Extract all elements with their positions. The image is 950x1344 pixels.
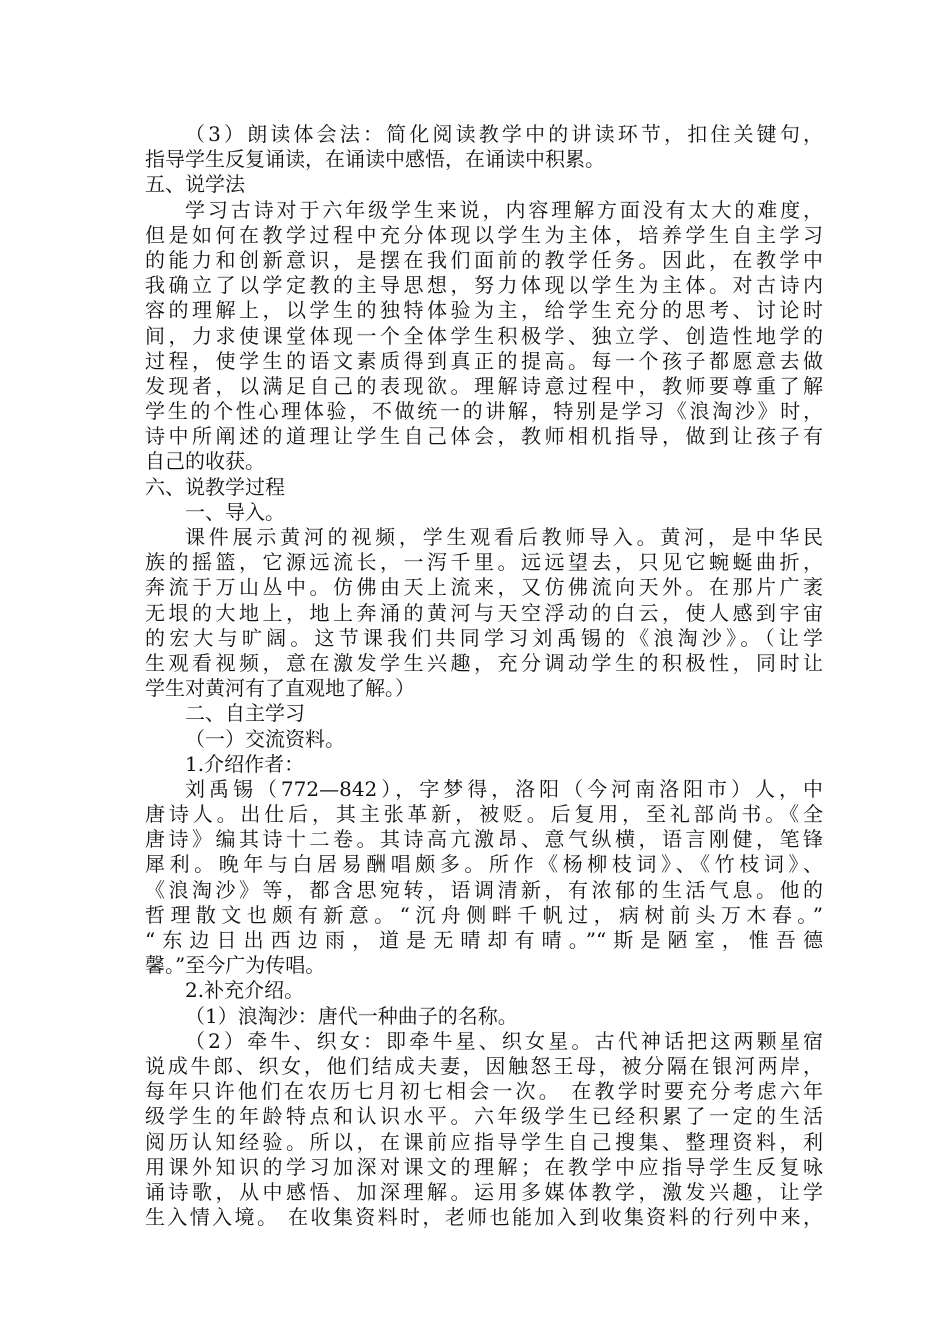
text-line: 族的摇篮，它源远流长，一泻千里。远远望去，只见它蜿蜒曲折，: [145, 550, 823, 575]
text-line: 用课外知识的学习加深对课文的理解；在教学中应指导学生反复咏: [145, 1154, 823, 1179]
text-line: （3）朗读体会法：简化阅读教学中的讲读环节，扣住关键句，: [185, 122, 823, 146]
text-line: 阅历认知经验。所以，在课前应指导学生自己搜集、整理资料，利: [145, 1129, 823, 1154]
text-line: （一）交流资料。: [185, 726, 345, 751]
text-line: 无垠的大地上，地上奔涌的黄河与天空浮动的白云，使人感到宇宙: [145, 600, 823, 625]
text-line: 奔流于万山丛中。仿佛由天上流来，又仿佛流向天外。在那片广袤: [145, 575, 823, 600]
text-line: 五、说学法: [145, 172, 245, 197]
text-line: 唐诗》编其诗十二卷。其诗高亢激昂、意气纵横，语言刚健，笔锋: [145, 827, 823, 852]
text-line: 犀利。晚年与白居易酬唱颇多。所作《杨柳枝词》、《竹枝词》、: [145, 852, 823, 877]
text-line: 唐诗人。出仕后，其主张革新，被贬。后复用，至礼部尚书。《全: [145, 802, 823, 827]
text-line: 1.介绍作者：: [185, 751, 305, 776]
text-line: 容的理解上，以学生的独特体验为主，给学生充分的思考、讨论时: [145, 298, 823, 323]
text-line: 的能力和创新意识，是摆在我们面前的教学任务。因此，在教学中: [145, 247, 823, 272]
text-line: 的宏大与旷阔。这节课我们共同学习刘禹锡的《浪淘沙》。（让学: [145, 625, 823, 650]
text-line: 2.补充介绍。: [185, 978, 305, 1003]
text-line: 每年只许他们在农历七月初七相会一次。 在教学时要充分考虑六年: [145, 1079, 823, 1104]
text-line: （1）浪淘沙：唐代一种曲子的名称。: [185, 1003, 518, 1028]
text-line: 间，力求使课堂体现一个全体学生积极学、独立学、创造性地学的: [145, 323, 823, 348]
text-line: 发现者，以满足自己的表现欲。理解诗意过程中，教师要尊重了解: [145, 373, 823, 398]
text-line: 生观看视频，意在激发学生兴趣，充分调动学生的积极性，同时让: [145, 650, 823, 675]
text-line: 学生的个性心理体验，不做统一的讲解，特别是学习《浪淘沙》时，: [145, 399, 823, 424]
text-line: 级学生的年龄特点和认识水平。六年级学生已经积累了一定的生活: [145, 1104, 823, 1129]
text-line: 学习古诗对于六年级学生来说，内容理解方面没有太大的难度，: [185, 197, 823, 222]
text-line: 课件展示黄河的视频，学生观看后教师导入。黄河，是中华民: [185, 525, 823, 549]
text-line: 六、说教学过程: [145, 474, 285, 499]
text-line: 过程，使学生的语文素质得到真正的提高。每一个孩子都愿意去做: [145, 348, 823, 373]
text-line: 诵诗歌，从中感悟、加深理解。运用多媒体教学，激发兴趣，让学: [145, 1179, 823, 1204]
text-line: 但是如何在教学过程中充分体现以学生为主体，培养学生自主学习: [145, 222, 823, 247]
text-line: 《浪淘沙》等，都含思宛转，语调清新，有浓郁的生活气息。他的: [145, 877, 823, 902]
text-line: 学生对黄河有了直观地了解。）: [145, 676, 415, 701]
text-line: “东边日出西边雨，道是无晴却有晴。”“斯是陋室，惟吾德: [145, 928, 823, 952]
text-line: 馨。”至今广为传唱。: [145, 953, 326, 978]
text-line: 哲理散文也颇有新意。“沉舟侧畔千帆过，病树前头万木春。”: [145, 902, 823, 927]
text-line: 指导学生反复诵读，在诵读中感悟，在诵读中积累。: [145, 147, 605, 172]
text-line: 说成牛郎、织女，他们结成夫妻，因触怒王母，被分隔在银河两岸，: [145, 1053, 823, 1078]
document-page: [145, 122, 823, 1230]
text-line: 我确立了以学定教的主导思想，努力体现以学生为主体。对古诗内: [145, 273, 823, 298]
text-line: 生入情入境。 在收集资料时，老师也能加入到收集资料的行列中来，: [145, 1205, 823, 1230]
text-line: 二、自主学习: [185, 701, 305, 726]
text-line: 诗中所阐述的道理让学生自己体会，教师相机指导，做到让孩子有: [145, 424, 823, 449]
text-line: 一、导入。: [185, 499, 285, 524]
text-line: （2）牵牛、织女：即牵牛星、织女星。古代神话把这两颗星宿: [185, 1028, 823, 1053]
text-line: 自己的收获。: [145, 449, 265, 474]
text-line: 刘禹锡（772—842），字梦得，洛阳（今河南洛阳市）人，中: [185, 776, 823, 801]
